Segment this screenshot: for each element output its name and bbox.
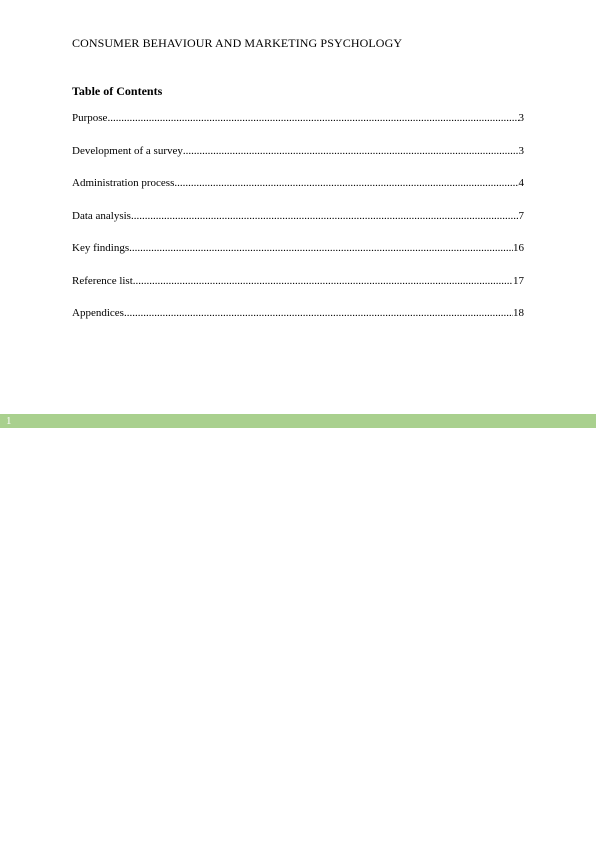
toc-entry-appendices[interactable] bbox=[72, 307, 524, 340]
toc-dot-leader bbox=[183, 145, 519, 157]
toc-entry-label: Reference list bbox=[72, 274, 133, 287]
toc-entry-label: Administration process bbox=[72, 177, 175, 189]
toc-entry-data-analysis[interactable] bbox=[72, 210, 524, 243]
toc-entry-label: Development of a survey bbox=[72, 144, 183, 157]
toc-entry-label: Data analysis bbox=[72, 209, 131, 222]
toc-dot-leader bbox=[131, 210, 519, 222]
toc-entry-page: 3 bbox=[518, 144, 524, 157]
toc-dot-leader bbox=[174, 177, 518, 189]
toc-entry-administration-process[interactable] bbox=[72, 177, 524, 210]
toc-entry-page: 3 bbox=[518, 112, 524, 124]
toc-entry-label: Key findings bbox=[72, 242, 130, 254]
toc-entry-page: 16 bbox=[513, 242, 524, 254]
toc-dot-leader bbox=[124, 307, 513, 319]
toc-entry-development-of-a-survey[interactable] bbox=[72, 145, 524, 178]
toc-entry-purpose[interactable] bbox=[72, 112, 524, 145]
toc-entry-page: 7 bbox=[518, 209, 524, 222]
toc-dot-leader bbox=[129, 242, 513, 254]
footer-band bbox=[0, 414, 596, 428]
toc-entry-page: 18 bbox=[513, 307, 524, 319]
running-header: CONSUMER BEHAVIOUR AND MARKETING PSYCHOLOGY bbox=[72, 36, 403, 50]
toc-entry-label: Purpose bbox=[72, 112, 108, 124]
toc-entry-label: Appendices bbox=[72, 307, 124, 319]
toc-title: Table of Contents bbox=[72, 84, 163, 98]
toc-entry-page: 4 bbox=[518, 177, 524, 189]
table-of-contents bbox=[72, 112, 524, 340]
toc-entry-reference-list[interactable] bbox=[72, 275, 524, 308]
toc-entry-key-findings[interactable] bbox=[72, 242, 524, 275]
page-number: 1 bbox=[6, 415, 12, 427]
toc-entry-page: 17 bbox=[513, 274, 524, 287]
toc-dot-leader bbox=[133, 275, 513, 287]
toc-dot-leader bbox=[107, 112, 518, 124]
